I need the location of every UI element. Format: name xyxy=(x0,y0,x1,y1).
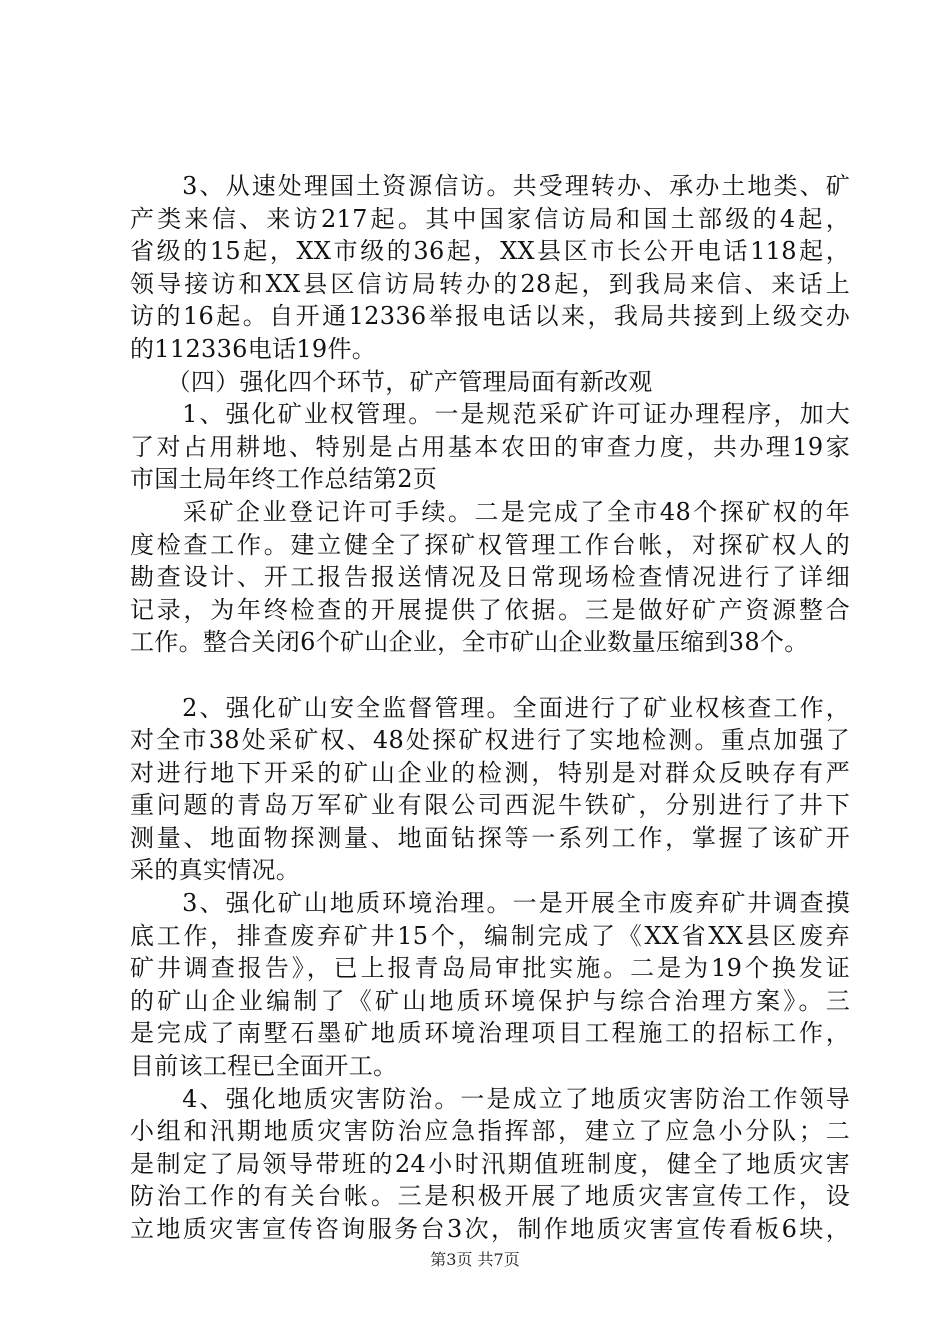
text-line: 市国土局年终工作总结第2页 xyxy=(130,465,438,494)
text-line: 的112336电话19件。 xyxy=(130,334,377,363)
text-line: 小组和汛期地质灾害防治应急指挥部，建立了应急小分队；二 xyxy=(130,1117,850,1146)
text-line: 了对占用耕地、特别是占用基本农田的审查力度，共办理19家 xyxy=(130,432,850,461)
text-line: 采的真实情况。 xyxy=(130,856,301,885)
text-line: 重问题的青岛万军矿业有限公司西泥牛铁矿，分别进行了井下 xyxy=(130,791,850,820)
blank-line xyxy=(130,659,850,692)
text-line: 立地质灾害宣传咨询服务台3次，制作地质灾害宣传看板6块， xyxy=(130,1215,850,1243)
text-line: 测量、地面物探测量、地面钻探等一系列工作，掌握了该矿开 xyxy=(130,823,850,852)
text-line: 采矿企业登记许可手续。二是完成了全市48个探矿权的年 xyxy=(130,497,850,526)
text-line: 4、强化地质灾害防治。一是成立了地质灾害防治工作领导 xyxy=(130,1084,850,1113)
page-footer: 第3页 共7页 xyxy=(430,1250,520,1269)
text-line: 度检查工作。建立健全了探矿权管理工作台帐，对探矿权人的 xyxy=(130,530,850,559)
text-line: 是制定了局领导带班的24小时汛期值班制度，健全了地质灾害 xyxy=(130,1149,850,1178)
text-line: 领导接访和XX县区信访局转办的28起，到我局来信、来话上 xyxy=(130,269,850,298)
text-line: 勘查设计、开工报告报送情况及日常现场检查情况进行了详细 xyxy=(130,563,850,592)
text-line: 工作。整合关闭6个矿山企业，全市矿山企业数量压缩到38个。 xyxy=(130,628,809,657)
text-line: 3、强化矿山地质环境治理。一是开展全市废弃矿井调查摸 xyxy=(130,889,850,918)
text-line: 矿井调查报告》，已上报青岛局审批实施。二是为19个换发证 xyxy=(130,954,850,983)
text-line: 的矿山企业编制了《矿山地质环境保护与综合治理方案》。三 xyxy=(130,986,850,1015)
text-line: 防治工作的有关台帐。三是积极开展了地质灾害宣传工作，设 xyxy=(130,1182,850,1211)
text-line: 目前该工程已全面开工。 xyxy=(130,1052,398,1081)
text-line: 对全市38处采矿权、48处探矿权进行了实地检测。重点加强了 xyxy=(130,726,850,755)
text-line: 省级的15起，XX市级的36起，XX县区市长公开电话118起， xyxy=(130,237,850,266)
text-line: 3、从速处理国土资源信访。共受理转办、承办土地类、矿 xyxy=(130,172,850,200)
text-line: 对进行地下开采的矿山企业的检测，特别是对群众反映存有严 xyxy=(130,758,850,787)
text-line: 底工作，排查废弃矿井15个，编制完成了《XX省XX县区废弃 xyxy=(130,921,850,950)
text-line: 是完成了南墅石墨矿地质环境治理项目工程施工的招标工作， xyxy=(130,1019,850,1048)
text-line: 访的16起。自开通12336举报电话以来，我局共接到上级交办 xyxy=(130,302,850,331)
text-line: 记录，为年终检查的开展提供了依据。三是做好矿产资源整合 xyxy=(130,595,850,624)
text-line: 1、强化矿业权管理。一是规范采矿许可证办理程序，加大 xyxy=(130,400,850,429)
text-line: 2、强化矿山安全监督管理。全面进行了矿业权核查工作， xyxy=(130,693,850,722)
text-line: （四）强化四个环节，矿产管理局面有新改观 xyxy=(130,367,653,396)
text-line: 产类来信、来访217起。其中国家信访局和国土部级的4起， xyxy=(130,204,850,233)
document-body xyxy=(130,170,850,1246)
